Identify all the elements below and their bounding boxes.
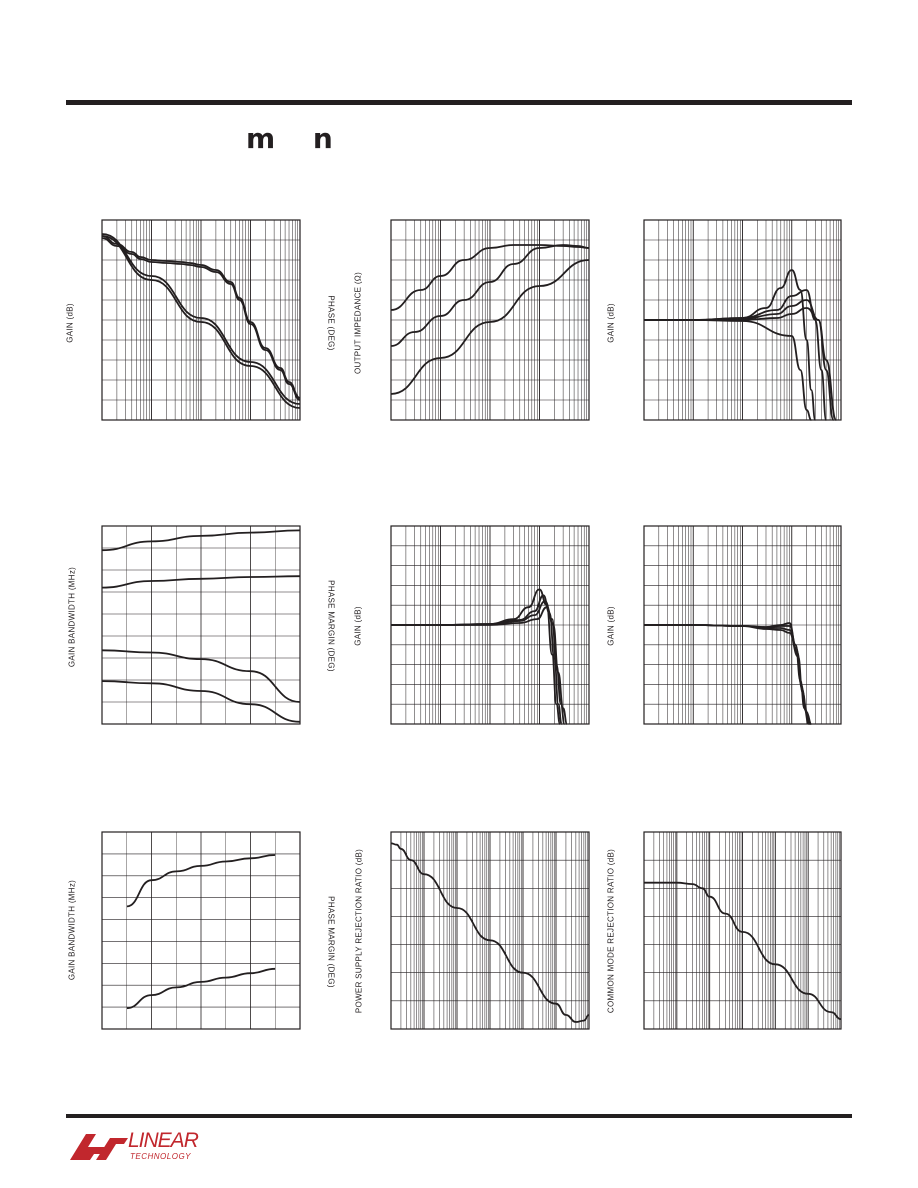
bottom-rule	[66, 1114, 852, 1118]
g7-y2-label: PHASE MARGIN (DEG)	[326, 896, 336, 988]
g9-y-label: COMMON MODE REJECTION RATIO (dB)	[606, 848, 616, 1014]
logo-subtext: TECHNOLOGY	[130, 1152, 192, 1161]
g4-y2-label: PHASE MARGIN (DEG)	[326, 580, 336, 672]
g3-y-label: GAIN (dB)	[606, 303, 616, 343]
g8-y-label: POWER SUPPLY REJECTION RATIO (dB)	[354, 848, 364, 1014]
graph-gain-vs-frequency-a	[644, 220, 841, 420]
g5-y-label: GAIN (dB)	[353, 606, 363, 646]
logo-wordmark: LINEAR	[128, 1129, 198, 1152]
graph-gain-vs-frequency-c	[644, 526, 841, 724]
graph-gain-phase-vs-frequency	[102, 220, 300, 420]
graph-gain-bandwidth-phase-margin-a	[102, 526, 300, 724]
g7-y-label: GAIN BANDWIDTH (MHz)	[67, 879, 77, 981]
graph-power-supply-rejection-ratio	[391, 832, 589, 1029]
top-rule	[66, 100, 852, 105]
g4-y-label: GAIN BANDWIDTH (MHz)	[67, 566, 77, 668]
series-line	[644, 625, 811, 724]
graph-gain-vs-frequency-b	[391, 526, 589, 724]
graph-common-mode-rejection-ratio	[644, 832, 841, 1029]
graph-output-impedance-vs-frequency	[391, 220, 589, 420]
g1-y-label: GAIN (dB)	[65, 303, 75, 343]
series-line	[644, 625, 810, 724]
g2-y-label: OUTPUT IMPEDANCE (Ω)	[353, 271, 363, 375]
g1-y2-label: PHASE (DEG)	[326, 295, 336, 351]
graph-gain-bandwidth-phase-margin-b	[102, 832, 300, 1029]
g6-y-label: GAIN (dB)	[606, 606, 616, 646]
section-heading-glyphs: m n	[246, 122, 347, 155]
